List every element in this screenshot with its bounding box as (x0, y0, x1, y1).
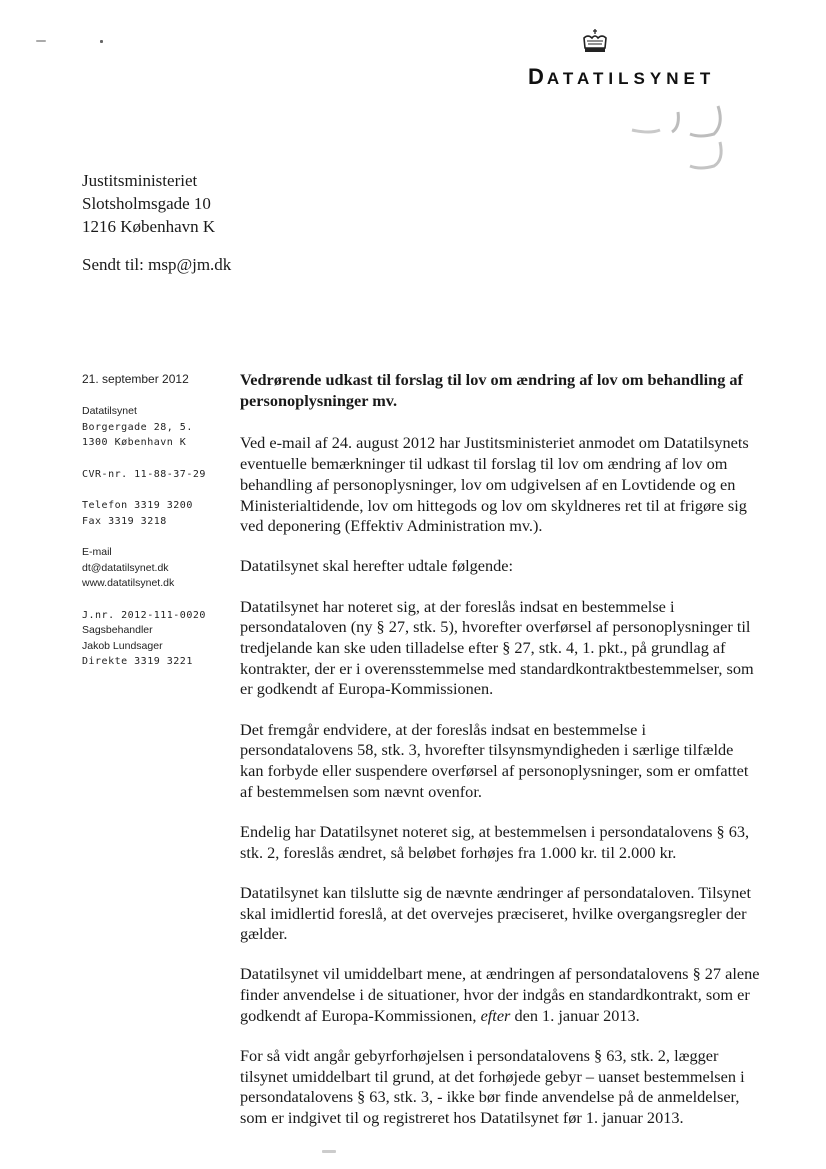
sender-info-sidebar (82, 372, 222, 670)
recipient-line-2: Slotsholmsgade 10 (82, 194, 211, 213)
email-address: dt@datatilsynet.dk (82, 561, 169, 574)
sender-city: 1300 København K (82, 437, 187, 448)
direct-phone: Direkte 3319 3221 (82, 656, 193, 667)
cvr-number: CVR-nr. 11-88-37-29 (82, 468, 206, 480)
caseworker-label: Sagsbehandler (82, 624, 153, 636)
crown-logo-icon (580, 28, 610, 54)
journal-number: J.nr. 2012-111-0020 (82, 609, 206, 621)
paragraph-6: Datatilsynet kan tilslutte sig de nævnte ændringer af persondataloven. Tilsynet skal imidlertid foreslå, at det overvejes præciseret, hvilke overgangsregler der gælder. (240, 882, 751, 944)
paragraph-7 (240, 964, 760, 1026)
paragraph-3: Datatilsynet har noteret sig, at der foreslås indsat en bestemmelse i persondataloven (ny § 27, stk. 5), hvorefter overførsel af personoplysninger til tredjelande kan ske uden tilladelse efter § 27, stk. 4, 1. pkt., på grundlag af kontrakter, der er i overensstemmelse med standardkontraktbestemmelser, som er godkendt af Europa-Kommissionen. (240, 596, 754, 699)
recipient-line-3: 1216 København K (82, 217, 216, 236)
fax-number: Fax 3319 3218 (82, 515, 167, 527)
paragraph-2: Datatilsynet skal herefter udtale følgende: (240, 556, 514, 576)
phone-number: Telefon 3319 3200 (82, 500, 193, 511)
caseworker-name: Jakob Lundsager (82, 639, 163, 652)
paragraph-7-text: Datatilsynet vil umiddelbart mene, at ændringen af persondatalovens § 27 alene finder anvendelse i de situationer, hvor der indgås en standardkontrakt, som er godkendt af Europa-Kommissionen, (240, 964, 760, 1025)
sender-street: Borgergade 28, 5. (82, 421, 193, 433)
letter-subject: Vedrørende udkast til forslag til lov om ændring af lov om behandling af personoplysninger mv. (240, 370, 743, 410)
paragraph-8: For så vidt angår gebyrforhøjelsen i persondatalovens § 63, stk. 2, lægger tilsynet umiddelbart til grund, at det forhøjede gebyr – uanset bestemmelsen i persondatalovens § 63, stk. 3, - ikke bør finde anvendelse på de anmeldelser, som er indgivet til og registreret hos Datatilsynet før 1. januar 2013. (240, 1046, 745, 1128)
paragraph-1: Ved e-mail af 24. august 2012 har Justitsministeriet anmodet om Datatilsynets eventuelle bemærkninger til udkast til forslag til lov om ændring af lov om behandling af personoplysninger, lov om udgivelsen af en Lovtidende og en Ministerialtidende, lov om hittegods og lov om skyldneres ret til at frigøre sig ved deponering (Effektiv Administration mv.). (240, 433, 749, 536)
scan-speck (322, 1150, 336, 1153)
scan-speck (100, 40, 103, 43)
letter-body (240, 370, 760, 1148)
website-address: www.datatilsynet.dk (82, 577, 175, 589)
organization-logo-text: DATATILSYNET (528, 64, 716, 89)
paragraph-5: Endelig har Datatilsynet noteret sig, at bestemmelsen i persondatalovens § 63, stk. 2, foreslås ændret, så beløbet forhøjes fra 1.000 kr. til 2.000 kr. (240, 821, 750, 862)
sender-name: Datatilsynet (82, 405, 137, 417)
scan-speck (36, 40, 46, 42)
letter-date: 21. september 2012 (82, 372, 189, 386)
sent-to-line: Sendt til: msp@jm.dk (82, 255, 232, 274)
paragraph-4: Det fremgår endvidere, at der foreslås indsat en bestemmelse i persondatalovens 58, stk. 3, hvorefter tilsynsmyndigheden i særlige tilfælde kan forbyde eller suspendere overførsel af personoplysninger, som er omfattet af bestemmelsen som nævnt ovenfor. (240, 719, 749, 801)
received-stamp-mark (620, 102, 740, 182)
recipient-line-1: Justitsministeriet (82, 171, 198, 190)
email-label: E-mail (82, 546, 112, 558)
paragraph-7-emphasis: efter (480, 1005, 511, 1025)
paragraph-7-end: den 1. januar 2013. (510, 1005, 640, 1025)
